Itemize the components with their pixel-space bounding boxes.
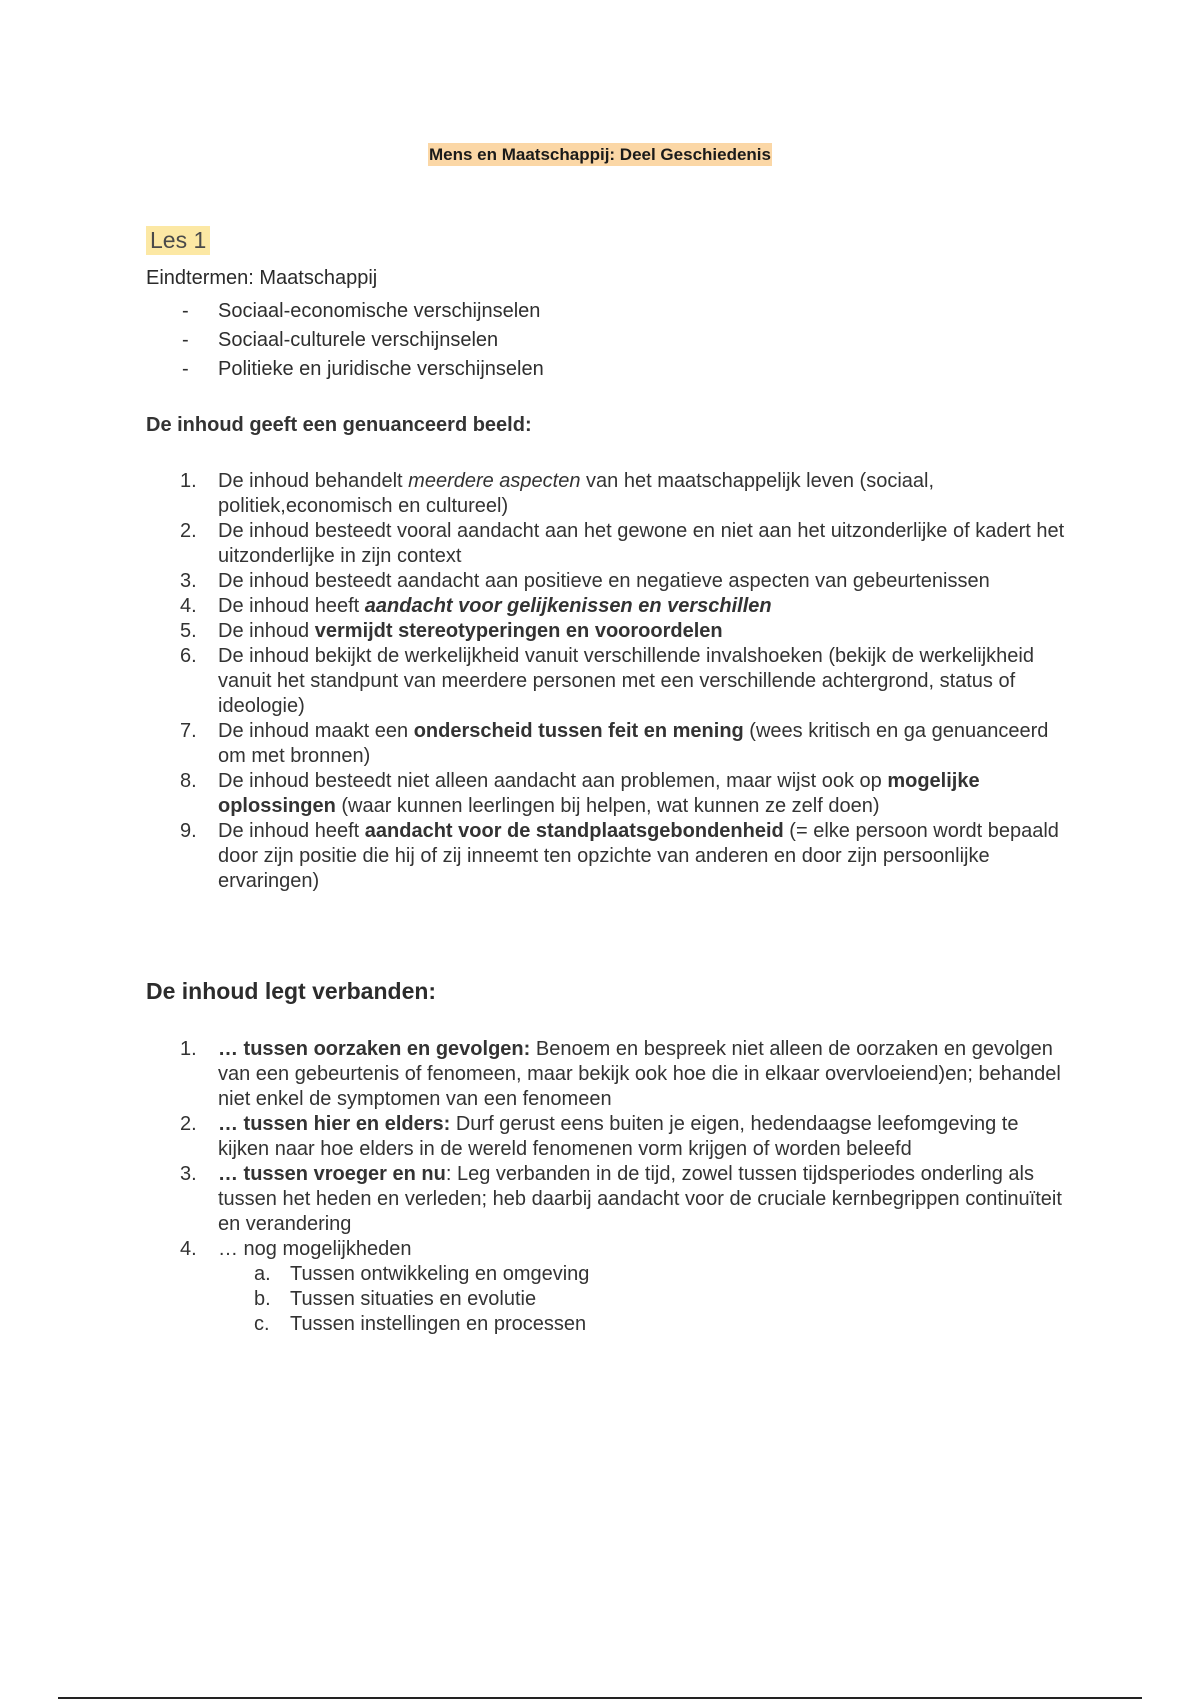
lesson-label: Les 1 <box>146 226 210 255</box>
list-item <box>0 594 1200 619</box>
list-number: 4. <box>180 595 197 617</box>
list-number: 8. <box>180 770 197 792</box>
list-number: 3. <box>180 1163 197 1185</box>
text-run: meerdere aspecten <box>408 470 581 492</box>
sub-list-text: Tussen instellingen en processen <box>290 1313 587 1335</box>
list-number: 1. <box>180 1038 197 1060</box>
sub-list-letter: c. <box>254 1313 270 1335</box>
text-run: De inhoud heeft <box>218 820 365 842</box>
text-run: aandacht voor de standplaatsgebondenheid <box>364 820 784 842</box>
list-item <box>0 1162 1200 1237</box>
section2-heading: De inhoud legt verbanden: <box>146 978 437 1004</box>
text-run: (waar kunnen leerlingen bij helpen, wat kunnen ze zelf doen) <box>335 795 880 817</box>
title-wrap <box>0 145 1200 165</box>
list-number: 5. <box>180 620 197 642</box>
eindtermen-heading: Eindtermen: Maatschappij <box>146 267 378 289</box>
list-item <box>0 819 1200 894</box>
list-item <box>0 519 1200 569</box>
list-item: - Sociaal-economische verschijnselen <box>180 297 544 326</box>
list-number: 7. <box>180 720 197 742</box>
document-title: Mens en Maatschappij: Deel Geschiedenis <box>428 145 771 164</box>
text-run: De inhoud besteedt vooral aandacht aan het gewone en niet aan het uitzonderlijke of kadert het uitzonderlijke in zijn context <box>218 520 1065 567</box>
sub-list-text: Tussen ontwikkeling en omgeving <box>290 1263 590 1285</box>
list-item <box>0 469 1200 519</box>
list-number: 2. <box>180 520 197 542</box>
list-number: 6. <box>180 645 197 667</box>
list-item <box>0 644 1200 719</box>
text-run: … tussen oorzaken en gevolgen: <box>218 1038 531 1060</box>
sub-list-letter: a. <box>254 1263 271 1285</box>
text-run: aandacht voor gelijkenissen en verschillen <box>364 595 772 617</box>
sub-list-letter: b. <box>254 1288 271 1310</box>
text-run: : Leg verbanden in de tijd, zowel tussen tijdsperiodes onderling als tussen het heden en verleden; heb daarbij aandacht voor de cruciale kernbegrippen continuïteit en verandering <box>218 1163 1062 1235</box>
text-run: … tussen vroeger en nu <box>218 1163 446 1185</box>
eindtermen-list <box>180 297 544 384</box>
footer-divider <box>58 1697 1142 1699</box>
text-run: De inhoud heeft <box>218 595 365 617</box>
sub-list-item <box>218 1312 1070 1337</box>
text-run: onderscheid tussen feit en mening <box>413 720 744 742</box>
section1-list <box>0 469 1200 894</box>
text-run: Durf gerust eens buiten je eigen, hedendaagse leefomgeving te kijken naar hoe elders in de wereld fenomenen vorm krijgen of worden beleefd <box>218 1113 1019 1160</box>
text-run: … nog mogelijkheden <box>218 1238 412 1260</box>
section2-list <box>0 1037 1200 1337</box>
sub-list-item <box>218 1287 1070 1312</box>
list-number: 2. <box>180 1113 197 1135</box>
sub-list-item <box>218 1262 1070 1287</box>
text-run: … tussen hier en elders: <box>218 1113 451 1135</box>
text-run: Benoem en bespreek niet alleen de oorzaken en gevolgen van een gebeurtenis of fenomeen, maar bekijk ook hoe die in elkaar overvloeiend)en; behandel niet enkel de symptomen van een fenomeen <box>218 1038 1061 1110</box>
list-item <box>0 1037 1200 1112</box>
text-run: (= elke persoon wordt bepaald door zijn positie die hij of zij inneemt ten opzichte van anderen en door zijn persoonlijke ervaringen) <box>218 820 1059 892</box>
list-item <box>0 1237 1200 1337</box>
text-run: De inhoud maakt een <box>218 720 414 742</box>
list-item <box>0 569 1200 594</box>
list-item <box>0 1112 1200 1162</box>
list-item <box>0 719 1200 769</box>
text-run: mogelijke oplossingen <box>218 770 980 817</box>
list-item <box>0 619 1200 644</box>
list-number: 4. <box>180 1238 197 1260</box>
text-run: De inhoud <box>218 620 315 642</box>
text-run: (wees kritisch en ga genuanceerd om met bronnen) <box>218 720 1049 767</box>
sub-list-text: Tussen situaties en evolutie <box>290 1288 537 1310</box>
text-run: De inhoud behandelt <box>218 470 409 492</box>
list-number: 3. <box>180 570 197 592</box>
list-number: 9. <box>180 820 197 842</box>
text-run: De inhoud bekijkt de werkelijkheid vanuit verschillende invalshoeken (bekijk de werkelijkheid vanuit het standpunt van meerdere personen met een verschillende achtergrond, status of ideologie) <box>218 645 1034 717</box>
sub-list <box>218 1262 1070 1337</box>
list-item: - Sociaal-culturele verschijnselen <box>180 326 544 355</box>
text-run: vermijdt stereotyperingen en vooroordelen <box>314 620 723 642</box>
list-item <box>0 769 1200 819</box>
list-item: - Politieke en juridische verschijnselen <box>180 355 544 384</box>
text-run: De inhoud besteedt niet alleen aandacht aan problemen, maar wijst ook op <box>218 770 888 792</box>
text-run: De inhoud besteedt aandacht aan positieve en negatieve aspecten van gebeurtenissen <box>218 570 990 592</box>
list-number: 1. <box>180 470 197 492</box>
text-run: van het maatschappelijk leven (sociaal, politiek,economisch en cultureel) <box>218 470 935 517</box>
section1-heading: De inhoud geeft een genuanceerd beeld: <box>146 414 532 436</box>
